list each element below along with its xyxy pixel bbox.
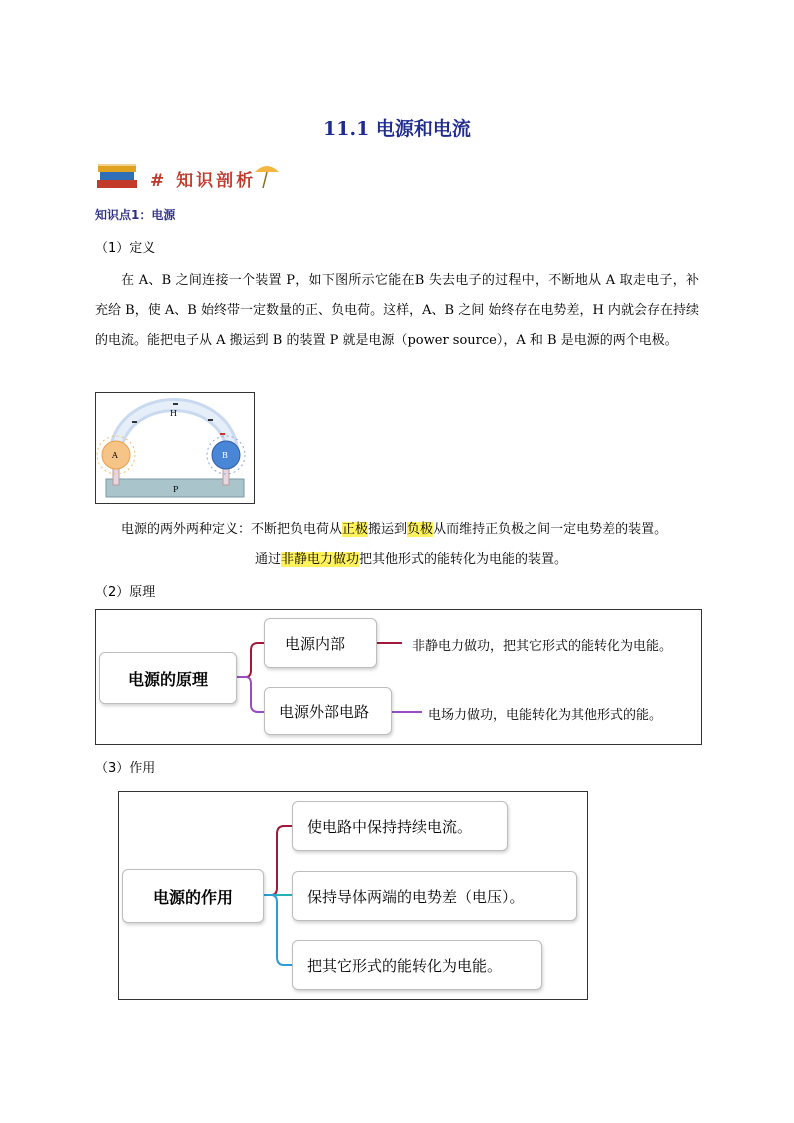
function-mind-map	[118, 791, 588, 1000]
function-root-node: 电源的作用	[122, 869, 264, 923]
figure-label-p: P	[173, 485, 179, 494]
definition-paragraph: 在 A、B 之间连接一个装置 P，如下图所示它能在B 失去电子的过程中，不断地从 A 取走电子，补充给 B，使 A、B 始终带一定数量的正、负电荷。这样，A、B 之间 始终存在电势差，H 内就会存在持续的电流。能把电子从 A 搬运到 B 的装置 P 就是电源（power source），A 和 B 是电源的两个电极。	[95, 273, 699, 348]
section-definition: （1）定义	[95, 241, 156, 256]
banner-text: # 知识剖析	[150, 171, 257, 191]
principle-detail-external: 电场力做功，电能转化为其他形式的能。	[428, 708, 663, 723]
alt-definition-text: 搬运到	[368, 522, 408, 537]
principle-detail-internal: 非静电力做功，把其它形式的能转化为电能。	[412, 639, 673, 654]
alt-definition-text: 把其他形式的能转化为电能的装置。	[359, 552, 568, 567]
section-principle: （2）原理	[95, 585, 156, 600]
figure-label-a: A	[112, 451, 118, 460]
knowledge-point-heading: 知识点1：电源	[95, 208, 176, 222]
power-source-figure	[95, 392, 255, 504]
page-title: 11.1 电源和电流	[323, 118, 471, 140]
alt-definition-text: 从而维持正负极之间一定电势差的装置。	[433, 522, 668, 537]
books-icon	[97, 164, 137, 188]
alt-definition-text: 通过	[255, 552, 282, 567]
highlight-negative-pole: 负极	[407, 522, 434, 537]
highlight-positive-pole: 正极	[342, 522, 369, 537]
principle-mind-map	[95, 609, 702, 745]
section-function: （3）作用	[95, 761, 156, 776]
umbrella-icon	[255, 166, 279, 188]
power-source-diagram	[96, 393, 254, 503]
figure-label-h: H	[170, 409, 177, 418]
highlight-nonelectrostatic-work: 非静电力做功	[281, 552, 360, 567]
alt-definition-text: 电源的两外两种定义：不断把负电荷从	[121, 522, 343, 537]
alt-definition-line-2	[255, 548, 567, 567]
principle-branch-internal: 电源内部	[264, 618, 377, 668]
function-item-voltage: 保持导体两端的电势差（电压）。	[292, 871, 577, 921]
principle-branch-external: 电源外部电路	[264, 687, 392, 735]
function-item-energy: 把其它形式的能转化为电能。	[292, 940, 542, 990]
principle-root-node: 电源的原理	[99, 652, 237, 704]
figure-label-b: B	[222, 451, 228, 460]
function-item-current: 使电路中保持持续电流。	[292, 801, 508, 851]
alt-definition-line-1	[121, 518, 667, 537]
